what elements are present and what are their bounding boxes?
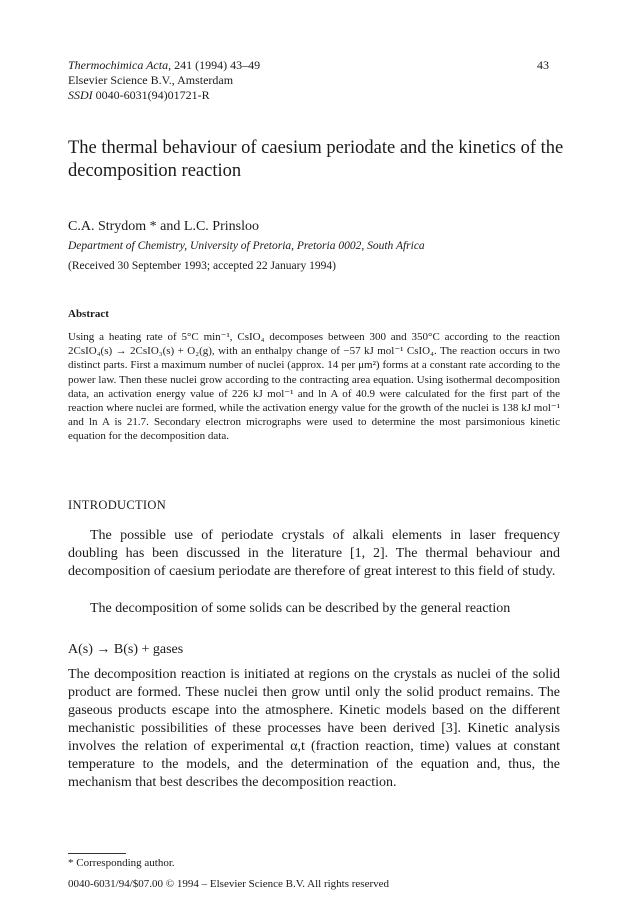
footnote-divider [68,853,126,854]
affiliation: Department of Chemistry, University of Pretoria, Pretoria 0002, South Africa [68,240,425,252]
intro-paragraph-1 [68,527,560,581]
ssdi-label: SSDI [68,88,93,102]
intro-paragraph-3 [68,666,560,792]
journal-citation [68,58,260,73]
ssdi-value: 0040-6031(94)01721-R [92,88,210,102]
article-title: The thermal behaviour of caesium periodate and the kinetics of the decomposition reaction [68,138,564,181]
introduction-heading: INTRODUCTION [68,498,167,512]
footnote: * Corresponding author. [68,857,175,869]
reaction-equation: A(s) → B(s) + gases [68,642,184,657]
abstract-text: Using a heating rate of 5°C min⁻¹, CsIO₄ decomposes between 300 and 350°C according to the reaction 2CsIO₄(s) → 2CsIO₃(s) + O₂(g), with an enthalpy change of −57 kJ mol⁻¹ CsIO₄. The reaction occurs in two distinct parts. First a maximum number of nuclei (approx. 14 per μm²) forms at a constant rate according to the power law. Then these nuclei grow according to the contracting area equation. Using isothermal decomposition data, an activation energy value of 226 kJ mol⁻¹ and ln A of 40.9 were calculated for the first part of the reaction where nuclei are formed, while the activation energy value for the growth of the nuclei is 138 kJ mol⁻¹ and ln A is 21.7. Secondary electron micrographs were used to determine the most parsimonious kinetic equation for the decomposition data. [68,331,560,443]
page-number: 43 [537,58,549,72]
authors: C.A. Strydom * and L.C. Prinsloo [68,219,259,234]
journal-header [68,58,260,103]
journal-name: Thermochimica Acta, [68,58,172,72]
copyright-line: 0040-6031/94/$07.00 © 1994 – Elsevier Science B.V. All rights reserved [68,878,389,890]
ssdi-line [68,88,260,103]
received-dates: (Received 30 September 1993; accepted 22 January 1994) [68,260,336,272]
paragraph-text: The possible use of periodate crystals of alkali elements in laser frequency doubling has been discussed in the literature [1, 2]. The thermal behaviour and decomposition of caesium periodate are therefore of great interest to this field of study. [68,528,560,579]
intro-paragraph-2 [68,600,560,618]
paragraph-text: The decomposition reaction is initiated at regions on the crystals as nuclei of the solid product are formed. These nuclei then grow until only the solid product remains. The gaseous products escape into the atmosphere. Kinetic models based on the different mechanistic possibilities of these processes have been derived [3]. Kinetic analysis involves the relation of experimental α,t (fraction reaction, time) values at constant temperature to the models, and the determination of the equation and, thus, the mechanism that best describes the decomposition reaction. [68,667,560,790]
abstract-heading: Abstract [68,308,109,320]
paragraph-text: The decomposition of some solids can be described by the general reaction [90,601,511,616]
journal-ref: 241 (1994) 43–49 [171,58,261,72]
publisher: Elsevier Science B.V., Amsterdam [68,73,234,87]
